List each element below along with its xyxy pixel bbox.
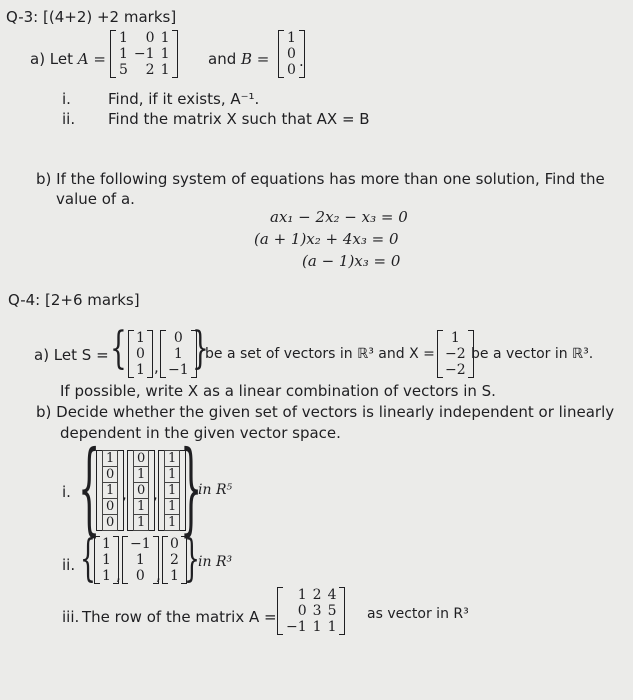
q4-a-end: be a vector in ℝ³.	[471, 346, 594, 362]
q4-iii-matrix	[277, 587, 345, 639]
ii-vector-1-row	[100, 552, 113, 568]
i-vector-1-row	[103, 467, 118, 483]
iii-matrix-entry: −1	[286, 619, 307, 635]
matrix-A-row	[116, 46, 172, 62]
q3-b-text-2: value of a.	[56, 190, 135, 208]
q3-ii-label: ii.	[62, 110, 76, 128]
S-vector-1-entry: 1	[136, 362, 145, 378]
q3-b-text-1: b) If the following system of equations has more than one solution, Find the	[36, 170, 605, 188]
q4-ii-space: in R³	[198, 554, 233, 570]
q4-b-text-1: b) Decide whether the given set of vectors is linearly independent or linearly	[36, 403, 615, 421]
q3-B-symbol: B	[241, 50, 253, 68]
iii-matrix-entry: 1	[312, 619, 322, 635]
iii-matrix-entry: 4	[327, 587, 337, 603]
q3-ii-text: Find the matrix X such that AX = B	[108, 110, 370, 128]
matrix-B-entry: 1	[287, 30, 296, 46]
i-vector-3-row	[165, 451, 180, 467]
q3-A-symbol: A	[77, 50, 89, 68]
S-vector-2-entry: −1	[168, 362, 189, 378]
q3-i-text: Find, if it exists, A⁻¹.	[108, 90, 260, 108]
ii-vector-2-entry: 0	[135, 568, 145, 584]
X-vector-entry: 1	[450, 330, 460, 346]
q4-b-i-label: i.	[62, 483, 71, 501]
q4-S-vec1	[128, 330, 153, 382]
i-vector-1-entry: 1	[103, 451, 118, 467]
i-vector-2-row	[134, 467, 149, 483]
i-vector-3-row	[165, 483, 180, 499]
X-vector-row	[443, 362, 468, 378]
matrix-A-entry: 1	[160, 46, 170, 62]
i-vector-3-entry: 1	[165, 451, 180, 467]
i-vector-3-entry: 1	[165, 483, 180, 499]
i-vector-3-row	[165, 499, 180, 515]
matrix-B-row	[284, 46, 299, 62]
matrix-A-entry: −1	[133, 46, 155, 62]
i-vector-1-row	[103, 515, 118, 531]
q3-heading: Q-3: [(4+2) +2 marks]	[6, 8, 177, 26]
X-vector-row	[443, 330, 468, 346]
matrix-A-row	[116, 30, 172, 46]
q3-and-text: and	[208, 50, 241, 68]
i-vector-1-row	[103, 451, 118, 467]
i-vector-3-entry: 1	[165, 499, 180, 515]
q4-a-line2: If possible, write X as a linear combination of vectors in S.	[60, 382, 496, 400]
matrix-A-entry: 5	[119, 62, 128, 78]
q4-b-ii-label: ii.	[62, 556, 76, 574]
ii-vector-2-row	[128, 536, 153, 552]
q4-i-right-brace: }	[180, 429, 203, 546]
matrix-B-row	[284, 30, 299, 46]
S-vector-1-row	[134, 346, 147, 362]
S-vector-1-entry: 1	[136, 330, 145, 346]
S-vector-1-row	[134, 330, 147, 346]
i-vector-3-row	[165, 467, 180, 483]
q4-ii-left-brace: {	[80, 529, 96, 587]
q3-eq2: (a + 1)x₂ + 4x₃ = 0	[254, 230, 399, 248]
i-vector-3-row	[165, 515, 180, 531]
q4-a-mid: be a set of vectors in ℝ³ and X =	[205, 346, 435, 362]
S-vector-2-row	[166, 362, 191, 378]
iii-matrix-entry: 3	[312, 603, 322, 619]
ii-vector-1-entry: 1	[102, 536, 111, 552]
q3-matrix-A	[110, 30, 178, 82]
q4-i-left-brace: {	[78, 429, 101, 546]
matrix-A-entry: 2	[145, 62, 155, 78]
iii-matrix-row	[283, 603, 339, 619]
S-vector-2-row	[166, 346, 191, 362]
S-vector-1-entry: 0	[136, 346, 145, 362]
ii-vector-3-row	[168, 568, 181, 584]
ii-vector-1-entry: 1	[102, 552, 111, 568]
iii-matrix-entry: 1	[297, 587, 307, 603]
q4-a-label: a) Let S =	[34, 346, 109, 364]
q3-a-label-text: a) Let	[30, 50, 78, 68]
iii-matrix-entry: 2	[312, 587, 322, 603]
q4-i-space: in R⁵	[198, 482, 233, 498]
q3-eq1: ax₁ − 2x₂ − x₃ = 0	[270, 208, 408, 226]
i-vector-3-entry: 1	[165, 467, 180, 483]
ii-vector-2-row	[128, 552, 153, 568]
q4-i-vec2	[127, 450, 155, 535]
X-vector-entry: −2	[445, 346, 466, 362]
q3-and-B: and B =	[208, 50, 270, 68]
ii-vector-3-row	[168, 552, 181, 568]
i-vector-2-row	[134, 515, 149, 531]
i-vector-2-entry: 0	[134, 451, 149, 467]
q4-b-iii-label: iii.	[62, 608, 80, 626]
i-vector-2-row	[134, 451, 149, 467]
X-vector-row	[443, 346, 468, 362]
q4-ii-vec2	[122, 536, 159, 588]
q4-X-vec	[437, 330, 474, 382]
iii-matrix-row	[283, 587, 339, 603]
S-vector-2-entry: 0	[173, 330, 183, 346]
matrix-B-row	[284, 62, 299, 78]
i-vector-1-entry: 0	[103, 499, 118, 515]
matrix-A-entry: 1	[119, 46, 128, 62]
q4-heading: Q-4: [2+6 marks]	[8, 291, 140, 309]
q3-a-label: a) Let A =	[30, 50, 106, 68]
ii-vector-3-entry: 0	[170, 536, 179, 552]
matrix-B-entry: 0	[287, 62, 296, 78]
q4-iii-end: as vector in R³	[367, 606, 469, 622]
iii-matrix-entry: 0	[297, 603, 307, 619]
ii-vector-3-row	[168, 536, 181, 552]
ii-vector-3-entry: 1	[170, 568, 179, 584]
iii-matrix-row	[283, 619, 339, 635]
i-vector-1-entry: 1	[103, 483, 118, 499]
matrix-A-entry: 0	[145, 30, 155, 46]
q3-i-label: i.	[62, 90, 71, 108]
matrix-A-entry: 1	[160, 30, 170, 46]
matrix-A-entry: 1	[160, 62, 170, 78]
i-vector-1-row	[103, 483, 118, 499]
q4-b-text-2: dependent in the given vector space.	[60, 424, 341, 442]
i-vector-2-entry: 1	[134, 499, 149, 515]
ii-vector-2-row	[128, 568, 153, 584]
S-vector-2-entry: 1	[173, 346, 183, 362]
q4-S-right-brace: }	[192, 323, 209, 374]
ii-vector-2-entry: −1	[130, 536, 151, 552]
q4-S-left-brace: {	[110, 323, 127, 374]
i-vector-2-entry: 1	[134, 515, 149, 531]
S-vector-1-row	[134, 362, 147, 378]
ii-vector-2-entry: 1	[135, 552, 145, 568]
i-vector-2-row	[134, 499, 149, 515]
ii-vector-1-row	[100, 536, 113, 552]
ii-vector-3-entry: 2	[170, 552, 179, 568]
q3-eq3: (a − 1)x₃ = 0	[302, 252, 401, 270]
matrix-B-entry: 0	[287, 46, 296, 62]
iii-matrix-entry: 5	[327, 603, 337, 619]
i-vector-2-row	[134, 483, 149, 499]
matrix-A-row	[116, 62, 172, 78]
ii-vector-1-row	[100, 568, 113, 584]
q4-iii-text: The row of the matrix A =	[82, 608, 277, 626]
i-vector-1-row	[103, 499, 118, 515]
ii-vector-1-entry: 1	[102, 568, 111, 584]
X-vector-entry: −2	[445, 362, 466, 378]
i-vector-2-entry: 0	[134, 483, 149, 499]
q4-ii-right-brace: }	[184, 529, 200, 587]
i-vector-2-entry: 1	[134, 467, 149, 483]
iii-matrix-entry: 1	[327, 619, 337, 635]
i-vector-3-entry: 1	[165, 515, 180, 531]
i-vector-1-entry: 0	[103, 467, 118, 483]
S-vector-2-row	[166, 330, 191, 346]
i-vector-1-entry: 0	[103, 515, 118, 531]
matrix-A-entry: 1	[119, 30, 128, 46]
q4-i-vec1	[96, 450, 124, 535]
